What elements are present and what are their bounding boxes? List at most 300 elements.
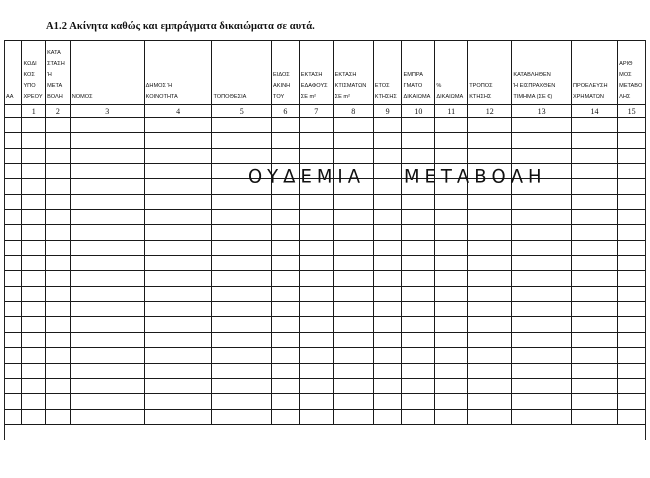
table-cell bbox=[571, 194, 617, 209]
table-cell bbox=[435, 225, 468, 240]
table-cell bbox=[373, 286, 402, 301]
table-cell bbox=[5, 118, 22, 133]
table-cell bbox=[5, 148, 22, 163]
table-cell bbox=[402, 363, 435, 378]
table-cell bbox=[618, 286, 646, 301]
table-cell bbox=[333, 118, 373, 133]
table-row bbox=[5, 210, 646, 225]
table-cell bbox=[618, 363, 646, 378]
table-cell bbox=[22, 210, 46, 225]
table-cell bbox=[512, 302, 572, 317]
table-cell bbox=[333, 271, 373, 286]
table-cell bbox=[46, 302, 71, 317]
handwritten-word-change: ΜΕΤΑΒΟΛΗ bbox=[404, 165, 547, 188]
table-cell bbox=[5, 225, 22, 240]
column-header-line: ΧΡΕΟΥ bbox=[23, 94, 43, 100]
column-header bbox=[402, 41, 435, 105]
table-cell bbox=[70, 225, 144, 240]
table-cell bbox=[272, 194, 300, 209]
table-cell bbox=[402, 378, 435, 393]
table-cell bbox=[373, 148, 402, 163]
table-cell bbox=[144, 286, 212, 301]
column-header-line: ΒΟΛΗ bbox=[47, 94, 63, 100]
table-cell bbox=[512, 409, 572, 424]
table-cell bbox=[571, 348, 617, 363]
table-body bbox=[5, 118, 646, 425]
table-cell bbox=[373, 118, 402, 133]
column-header-line: Ή bbox=[47, 72, 52, 78]
table-cell bbox=[144, 271, 212, 286]
table-cell bbox=[618, 133, 646, 148]
table-cell bbox=[22, 225, 46, 240]
table-cell bbox=[468, 271, 512, 286]
right-border-line bbox=[645, 40, 646, 440]
table-cell bbox=[299, 302, 333, 317]
table-cell bbox=[70, 118, 144, 133]
column-header-line: ΕΜΠΡΑ bbox=[403, 72, 423, 78]
column-header bbox=[512, 41, 572, 105]
table-cell bbox=[22, 118, 46, 133]
column-header-line: ΚΤΙΣΜΑΤΩΝ bbox=[334, 83, 367, 89]
column-header-line: ΥΠΟ bbox=[23, 83, 36, 89]
table-cell bbox=[299, 409, 333, 424]
left-border-line bbox=[4, 40, 5, 440]
table-cell bbox=[571, 225, 617, 240]
table-cell bbox=[618, 409, 646, 424]
table-cell bbox=[373, 348, 402, 363]
column-header bbox=[435, 41, 468, 105]
column-header-line: ΣΕ m² bbox=[334, 94, 350, 100]
table-cell bbox=[212, 332, 272, 347]
column-number-row bbox=[5, 105, 646, 118]
table-cell bbox=[46, 394, 71, 409]
table-cell bbox=[468, 286, 512, 301]
table-cell bbox=[5, 256, 22, 271]
table-cell bbox=[70, 164, 144, 179]
column-number: 9 bbox=[373, 105, 402, 118]
table-cell bbox=[212, 118, 272, 133]
table-cell bbox=[144, 210, 212, 225]
table-cell bbox=[373, 317, 402, 332]
table-cell bbox=[402, 133, 435, 148]
table-cell bbox=[212, 286, 272, 301]
table-cell bbox=[299, 256, 333, 271]
table-cell bbox=[333, 394, 373, 409]
table-cell bbox=[299, 225, 333, 240]
table-cell bbox=[402, 194, 435, 209]
column-number: 7 bbox=[299, 105, 333, 118]
table-cell bbox=[299, 118, 333, 133]
table-cell bbox=[212, 409, 272, 424]
column-header-line: ΑΑ bbox=[6, 94, 14, 100]
table-cell bbox=[468, 133, 512, 148]
column-header-line: ΚΟΙΝΟΤΗΤΑ bbox=[145, 94, 178, 100]
table-cell bbox=[272, 363, 300, 378]
table-row bbox=[5, 409, 646, 424]
table-row bbox=[5, 240, 646, 255]
table-cell bbox=[212, 133, 272, 148]
table-cell bbox=[373, 363, 402, 378]
table-cell bbox=[22, 317, 46, 332]
table-cell bbox=[512, 286, 572, 301]
table-cell bbox=[435, 378, 468, 393]
table-cell bbox=[435, 302, 468, 317]
table-row bbox=[5, 302, 646, 317]
table-cell bbox=[468, 302, 512, 317]
table-cell bbox=[373, 164, 402, 179]
table-cell bbox=[468, 256, 512, 271]
table-cell bbox=[373, 394, 402, 409]
table-cell bbox=[333, 286, 373, 301]
column-header bbox=[144, 41, 212, 105]
table-cell bbox=[272, 317, 300, 332]
table-cell bbox=[46, 363, 71, 378]
column-header bbox=[70, 41, 144, 105]
table-cell bbox=[512, 240, 572, 255]
table-cell bbox=[468, 225, 512, 240]
table-cell bbox=[5, 378, 22, 393]
table-cell bbox=[435, 133, 468, 148]
table-cell bbox=[5, 286, 22, 301]
table-cell bbox=[212, 348, 272, 363]
table-cell bbox=[299, 271, 333, 286]
table-cell bbox=[144, 363, 212, 378]
table-cell bbox=[571, 363, 617, 378]
table-cell bbox=[618, 302, 646, 317]
table-cell bbox=[512, 256, 572, 271]
table-cell bbox=[618, 179, 646, 194]
table-cell bbox=[435, 286, 468, 301]
table-cell bbox=[512, 133, 572, 148]
table-cell bbox=[299, 194, 333, 209]
table-cell bbox=[70, 148, 144, 163]
column-header-line: ΣΕ m² bbox=[300, 94, 317, 100]
table-cell bbox=[5, 194, 22, 209]
table-row bbox=[5, 378, 646, 393]
table-cell bbox=[512, 363, 572, 378]
table-cell bbox=[272, 148, 300, 163]
column-header-line: ΕΙΔΟΣ bbox=[273, 72, 290, 78]
table-cell bbox=[373, 225, 402, 240]
table-cell bbox=[618, 164, 646, 179]
table-cell bbox=[70, 363, 144, 378]
table-cell bbox=[435, 363, 468, 378]
table-cell bbox=[22, 148, 46, 163]
table-cell bbox=[468, 317, 512, 332]
table-cell bbox=[373, 409, 402, 424]
column-header-line: % bbox=[436, 83, 442, 89]
table-cell bbox=[70, 240, 144, 255]
table-cell bbox=[373, 194, 402, 209]
table-cell bbox=[571, 317, 617, 332]
column-header bbox=[272, 41, 300, 105]
column-header-line: ΑΚΙΝΗ bbox=[273, 83, 291, 89]
table-cell bbox=[5, 394, 22, 409]
table-cell bbox=[512, 394, 572, 409]
table-cell bbox=[373, 179, 402, 194]
table-cell bbox=[22, 164, 46, 179]
column-header-line: ΔΗΜΟΣ Ή bbox=[145, 83, 173, 89]
table-cell bbox=[402, 148, 435, 163]
column-header-line: ΕΤΟΣ bbox=[374, 83, 390, 89]
header-row bbox=[5, 41, 646, 105]
table-cell bbox=[144, 348, 212, 363]
table-cell bbox=[144, 148, 212, 163]
table-cell bbox=[402, 302, 435, 317]
table-cell bbox=[468, 394, 512, 409]
column-header-line: ΚΤΗΣΗΣ bbox=[469, 94, 492, 100]
table-cell bbox=[299, 378, 333, 393]
table-cell bbox=[468, 210, 512, 225]
table-cell bbox=[22, 302, 46, 317]
table-cell bbox=[512, 148, 572, 163]
table-cell bbox=[299, 286, 333, 301]
table-cell bbox=[212, 256, 272, 271]
table-cell bbox=[212, 378, 272, 393]
table-cell bbox=[435, 118, 468, 133]
column-number: 11 bbox=[435, 105, 468, 118]
table-row bbox=[5, 394, 646, 409]
table-cell bbox=[70, 409, 144, 424]
table-cell bbox=[512, 378, 572, 393]
table-cell bbox=[402, 317, 435, 332]
table-cell bbox=[46, 256, 71, 271]
table-cell bbox=[272, 409, 300, 424]
table-cell bbox=[571, 378, 617, 393]
table-cell bbox=[571, 118, 617, 133]
table-cell bbox=[402, 348, 435, 363]
table-cell bbox=[373, 133, 402, 148]
table-cell bbox=[144, 133, 212, 148]
table-cell bbox=[144, 225, 212, 240]
table-cell bbox=[618, 271, 646, 286]
column-header-line: ΚΑΤΑΒΛΗΘΕΝ bbox=[513, 72, 551, 78]
table-cell bbox=[5, 164, 22, 179]
table-cell bbox=[512, 210, 572, 225]
column-header bbox=[46, 41, 71, 105]
table-cell bbox=[333, 210, 373, 225]
column-number: 4 bbox=[144, 105, 212, 118]
table-cell bbox=[512, 118, 572, 133]
table-cell bbox=[435, 210, 468, 225]
table-cell bbox=[299, 133, 333, 148]
table-cell bbox=[212, 194, 272, 209]
table-cell bbox=[22, 286, 46, 301]
table-cell bbox=[144, 302, 212, 317]
table-cell bbox=[272, 240, 300, 255]
table-cell bbox=[70, 179, 144, 194]
table-row bbox=[5, 332, 646, 347]
table-cell bbox=[571, 271, 617, 286]
column-header-line: ΚΟΣ bbox=[23, 72, 35, 78]
table-cell bbox=[22, 179, 46, 194]
table-cell bbox=[144, 332, 212, 347]
table-cell bbox=[212, 240, 272, 255]
table-cell bbox=[571, 179, 617, 194]
column-number: 6 bbox=[272, 105, 300, 118]
table-cell bbox=[373, 302, 402, 317]
table-cell bbox=[22, 240, 46, 255]
table-cell bbox=[402, 409, 435, 424]
table-cell bbox=[212, 225, 272, 240]
table-row bbox=[5, 363, 646, 378]
table-cell bbox=[46, 286, 71, 301]
column-header-line: ΓΜΑΤΟ bbox=[403, 83, 423, 89]
table-cell bbox=[70, 348, 144, 363]
table-cell bbox=[571, 286, 617, 301]
table-cell bbox=[402, 271, 435, 286]
table-cell bbox=[299, 148, 333, 163]
table-cell bbox=[22, 348, 46, 363]
column-header-line: ΤΟΠΟΘΕΣΙΑ bbox=[213, 94, 247, 100]
column-number: 1 bbox=[22, 105, 46, 118]
table-cell bbox=[468, 378, 512, 393]
table-cell bbox=[272, 133, 300, 148]
table-cell bbox=[435, 332, 468, 347]
table-cell bbox=[468, 409, 512, 424]
column-header bbox=[571, 41, 617, 105]
assets-table bbox=[4, 40, 646, 425]
table-cell bbox=[402, 225, 435, 240]
table-cell bbox=[5, 271, 22, 286]
table-cell bbox=[468, 148, 512, 163]
table-cell bbox=[512, 317, 572, 332]
table-cell bbox=[46, 348, 71, 363]
table-cell bbox=[212, 317, 272, 332]
table-cell bbox=[512, 348, 572, 363]
column-number: 12 bbox=[468, 105, 512, 118]
table-cell bbox=[46, 210, 71, 225]
table-cell bbox=[70, 271, 144, 286]
table-cell bbox=[435, 348, 468, 363]
table-cell bbox=[22, 332, 46, 347]
table-cell bbox=[373, 240, 402, 255]
table-cell bbox=[212, 394, 272, 409]
table-cell bbox=[402, 118, 435, 133]
table-cell bbox=[571, 409, 617, 424]
column-number: 13 bbox=[512, 105, 572, 118]
table-cell bbox=[22, 409, 46, 424]
column-number: 10 bbox=[402, 105, 435, 118]
table-cell bbox=[46, 225, 71, 240]
table-cell bbox=[571, 148, 617, 163]
table-cell bbox=[272, 210, 300, 225]
table-cell bbox=[144, 409, 212, 424]
table-cell bbox=[46, 118, 71, 133]
table-cell bbox=[571, 164, 617, 179]
table-cell bbox=[272, 286, 300, 301]
table-cell bbox=[618, 256, 646, 271]
column-number bbox=[5, 105, 22, 118]
column-number: 3 bbox=[70, 105, 144, 118]
table-cell bbox=[70, 302, 144, 317]
table-row bbox=[5, 348, 646, 363]
column-header bbox=[22, 41, 46, 105]
table-cell bbox=[571, 240, 617, 255]
table-cell bbox=[618, 240, 646, 255]
table-cell bbox=[468, 194, 512, 209]
table-cell bbox=[571, 256, 617, 271]
table-cell bbox=[435, 271, 468, 286]
table-cell bbox=[46, 179, 71, 194]
table-cell bbox=[571, 133, 617, 148]
table-cell bbox=[70, 394, 144, 409]
table-cell bbox=[468, 363, 512, 378]
column-header-line: ΤΙΜΗΜΑ (ΣΕ €) bbox=[513, 94, 553, 100]
table-row bbox=[5, 118, 646, 133]
table-cell bbox=[144, 394, 212, 409]
table-cell bbox=[144, 194, 212, 209]
table-cell bbox=[333, 302, 373, 317]
table-cell bbox=[571, 302, 617, 317]
column-header-line: ΕΔΑΦΟΥΣ bbox=[300, 83, 328, 89]
table-cell bbox=[70, 210, 144, 225]
table-cell bbox=[333, 240, 373, 255]
column-header-line: ΜΟΣ bbox=[619, 72, 632, 78]
column-header-line: ΚΤΗΣΗΣ bbox=[374, 94, 397, 100]
table-cell bbox=[435, 256, 468, 271]
table-cell bbox=[272, 256, 300, 271]
table-cell bbox=[144, 164, 212, 179]
table-cell bbox=[22, 194, 46, 209]
table-cell bbox=[299, 348, 333, 363]
table-cell bbox=[333, 409, 373, 424]
table-cell bbox=[468, 348, 512, 363]
table-cell bbox=[333, 256, 373, 271]
table-cell bbox=[435, 317, 468, 332]
table-cell bbox=[512, 271, 572, 286]
table-cell bbox=[70, 332, 144, 347]
table-cell bbox=[144, 317, 212, 332]
table-cell bbox=[70, 133, 144, 148]
table-cell bbox=[571, 332, 617, 347]
column-header bbox=[5, 41, 22, 105]
table-cell bbox=[46, 148, 71, 163]
table-cell bbox=[272, 332, 300, 347]
column-header-line: Ή ΕΙΣΠΡΑΧΘΕΝ bbox=[513, 83, 556, 89]
table-cell bbox=[299, 363, 333, 378]
column-header-line: ΜΕΤΑ bbox=[47, 83, 63, 89]
table-row bbox=[5, 271, 646, 286]
table-cell bbox=[333, 194, 373, 209]
column-header bbox=[333, 41, 373, 105]
column-header-line: ΣΤΑΣΗ bbox=[47, 61, 65, 67]
table-cell bbox=[46, 240, 71, 255]
table-cell bbox=[299, 240, 333, 255]
table-cell bbox=[22, 256, 46, 271]
table-cell bbox=[618, 210, 646, 225]
table-cell bbox=[435, 394, 468, 409]
table-cell bbox=[299, 317, 333, 332]
column-header-line: ΚΑΤΑ bbox=[47, 50, 61, 56]
table-cell bbox=[5, 363, 22, 378]
table-cell bbox=[272, 225, 300, 240]
table-cell bbox=[70, 194, 144, 209]
table-cell bbox=[5, 348, 22, 363]
table-cell bbox=[333, 133, 373, 148]
table-cell bbox=[373, 271, 402, 286]
table-row bbox=[5, 317, 646, 332]
table-cell bbox=[5, 179, 22, 194]
table-row bbox=[5, 256, 646, 271]
table-cell bbox=[333, 225, 373, 240]
table-cell bbox=[512, 332, 572, 347]
table-cell bbox=[435, 194, 468, 209]
column-number: 2 bbox=[46, 105, 71, 118]
table-cell bbox=[299, 210, 333, 225]
table-cell bbox=[5, 240, 22, 255]
table-cell bbox=[373, 210, 402, 225]
